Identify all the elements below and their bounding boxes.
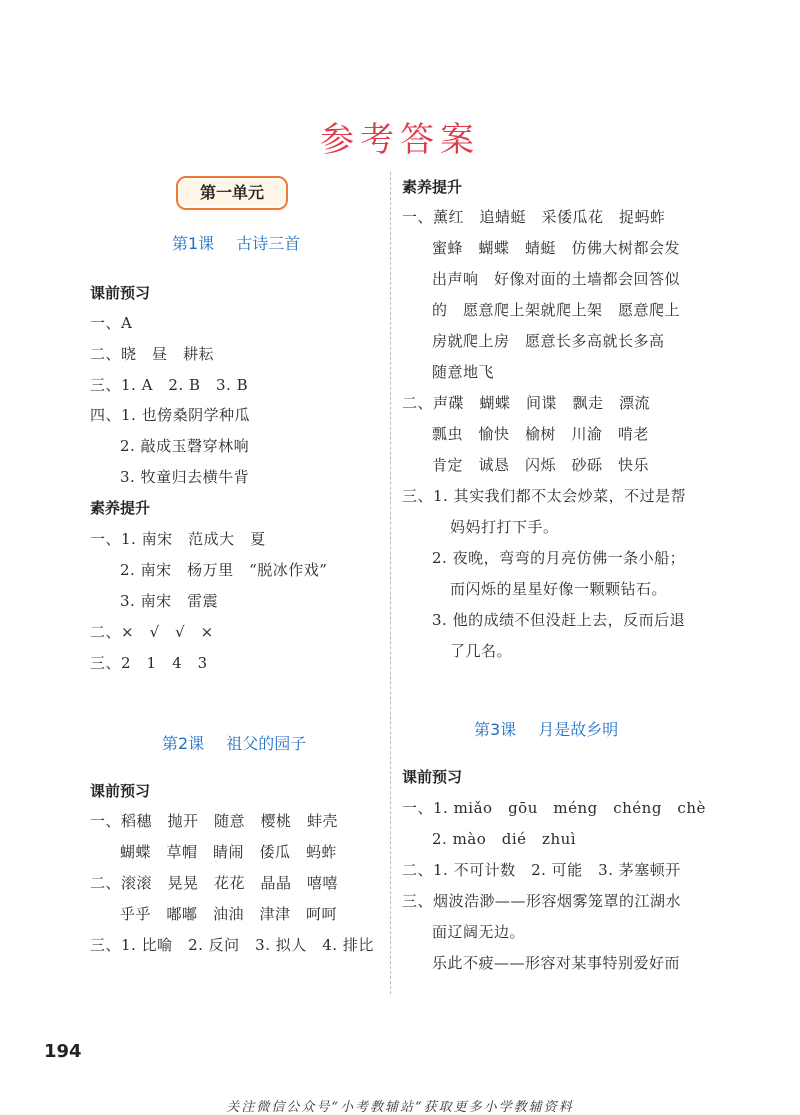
answer-line: 一、稻穗 抛开 随意 樱桃 蚌壳 (90, 812, 339, 830)
answer-line: 一、1. miǎo gōu méng chéng chè (402, 799, 706, 817)
section-heading: 素养提升 (90, 499, 151, 517)
lesson-number: 第3课 (474, 720, 517, 739)
answer-line: 三、烟波浩渺——形容烟雾笼罩的江湖水 (402, 892, 682, 910)
answer-line: 随意地飞 (432, 363, 495, 381)
unit-badge: 第一单元 (176, 176, 288, 210)
answer-line: 3. 他的成绩不但没赶上去，反而后退 (432, 611, 686, 629)
lesson-name: 祖父的园子 (226, 734, 307, 753)
answer-line: 二、滚滚 晃晃 花花 晶晶 嘻嘻 (90, 874, 339, 892)
section-heading: 课前预习 (90, 782, 151, 800)
answer-line: 出声响 好像对面的土墙都会回答似 (432, 270, 681, 288)
answer-line: 2. 南宋 杨万里 “脱冰作戏” (120, 561, 328, 579)
answer-line: 的 愿意爬上架就爬上架 愿意爬上 (432, 301, 681, 319)
lesson-2-heading (162, 731, 306, 754)
answer-line: 二、晓 昼 耕耘 (90, 345, 215, 363)
column-divider (390, 172, 391, 994)
answer-line: 面辽阔无边。 (432, 923, 526, 941)
lesson-name: 月是故乡明 (538, 720, 619, 739)
answer-line: 二、声碟 蝴蝶 间谍 飘走 漂流 (402, 394, 651, 412)
answer-line: 三、1. 其实我们都不太会炒菜，不过是帮 (402, 487, 687, 505)
lesson-name: 古诗三首 (236, 234, 301, 253)
answer-line: 2. 夜晚，弯弯的月亮仿佛一条小船； (432, 549, 686, 567)
answer-line: 乎乎 嘟嘟 油油 津津 呵呵 (120, 905, 338, 923)
page-title: 参考答案 (320, 120, 480, 160)
answer-line: 瓢虫 愉快 榆树 川渝 啃老 (432, 425, 650, 443)
answer-line: 四、1. 也傍桑阴学种瓜 (90, 406, 251, 424)
answer-line: 肯定 诚恳 闪烁 砂砾 快乐 (432, 456, 650, 474)
answer-line: 三、2 1 4 3 (90, 654, 208, 672)
answer-line: 一、1. 南宋 范成大 夏 (90, 530, 266, 548)
answer-line: 而闪烁的星星好像一颗颗钻石。 (450, 580, 668, 598)
answer-line: 一、A (90, 314, 133, 332)
answer-line: 三、1. A 2. B 3. B (90, 376, 249, 394)
lesson-1-heading (172, 231, 300, 254)
answer-line: 三、1. 比喻 2. 反问 3. 拟人 4. 排比 (90, 936, 374, 954)
answer-line: 二、1. 不可计数 2. 可能 3. 茅塞顿开 (402, 861, 681, 879)
answer-line: 2. 敲成玉磬穿林响 (120, 437, 250, 455)
answer-line: 二、× √ √ × (90, 623, 214, 641)
answer-line: 蜜蜂 蝴蝶 蜻蜓 仿佛大树都会发 (432, 239, 681, 257)
section-heading: 课前预习 (90, 284, 151, 302)
answer-line: 一、薰红 追蜻蜓 采倭瓜花 捉蚂蚱 (402, 208, 666, 226)
answer-line: 蝴蝶 草帽 睛闹 倭瓜 蚂蚱 (120, 843, 338, 861)
answer-line: 乐此不疲——形容对某事特别爱好而 (432, 954, 681, 972)
footer-watermark: 关注微信公众号“小考教辅站”获取更多小学教辅资料 (226, 1100, 574, 1115)
answer-line: 2. mào dié zhuì (432, 830, 577, 848)
lesson-number: 第2课 (162, 734, 205, 753)
lesson-number: 第1课 (172, 234, 215, 253)
page-number: 194 (44, 1041, 82, 1062)
answer-line: 3. 牧童归去横牛背 (120, 468, 250, 486)
answer-line: 了几名。 (450, 642, 513, 660)
answer-line: 房就爬上房 愿意长多高就长多高 (432, 332, 665, 350)
section-heading: 素养提升 (402, 178, 463, 196)
section-heading: 课前预习 (402, 768, 463, 786)
lesson-3-heading (474, 717, 618, 740)
answer-line: 妈妈打打下手。 (450, 518, 559, 536)
answer-line: 3. 南宋 雷震 (120, 592, 219, 610)
